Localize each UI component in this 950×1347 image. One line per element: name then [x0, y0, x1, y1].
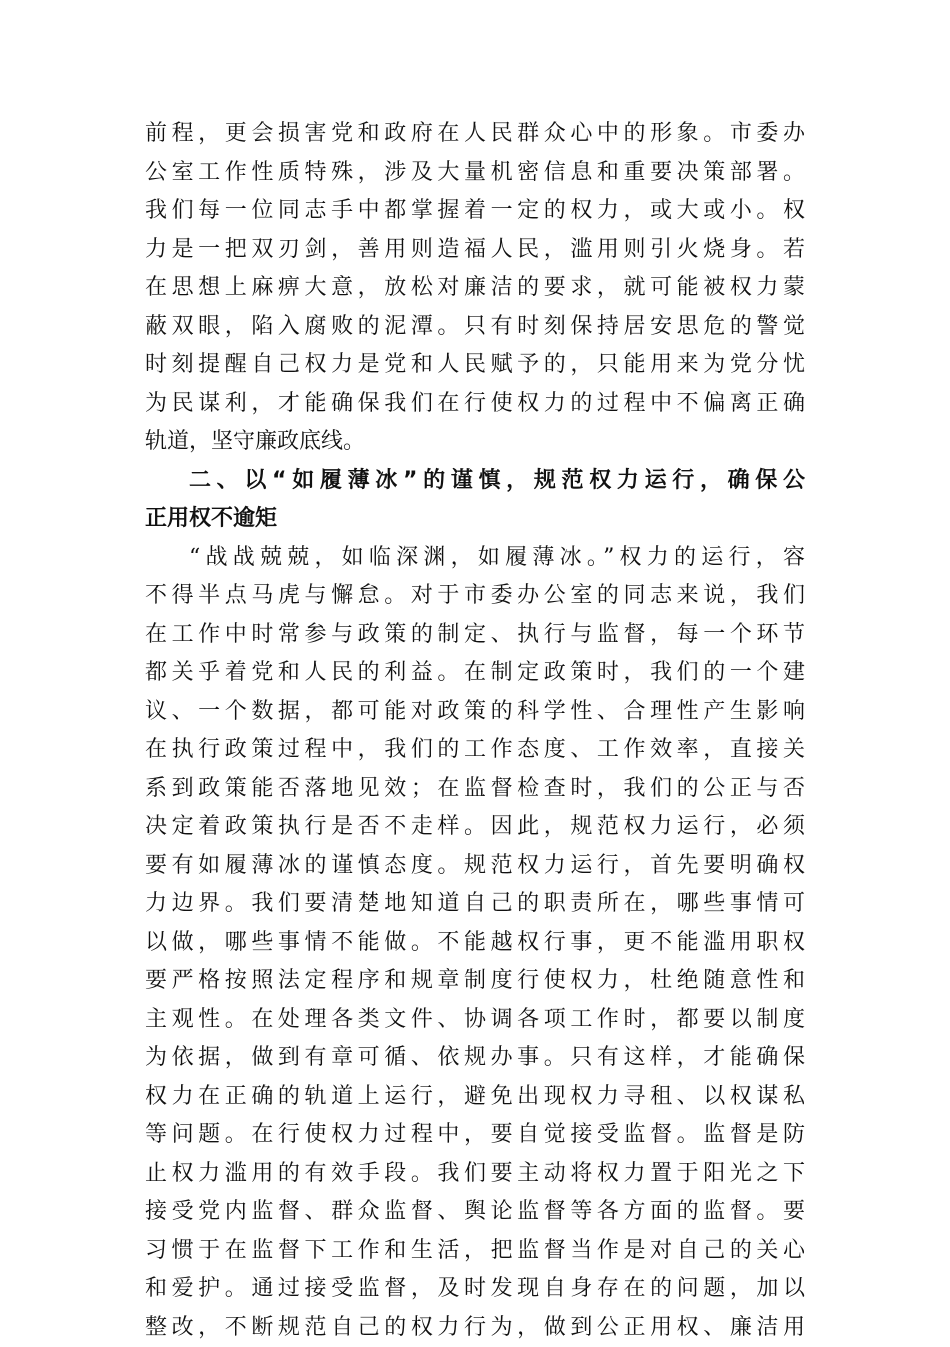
text-line: 在执行政策过程中，我们的工作态度、工作效率，直接关 — [145, 731, 805, 770]
text-line: 力是一把双刃剑，善用则造福人民，滥用则引火烧身。若 — [145, 231, 805, 270]
text-line: 以做，哪些事情不能做。不能越权行事，更不能滥用职权 — [145, 924, 805, 963]
paragraph-1 — [145, 115, 805, 462]
text-line: 力边界。我们要清楚地知道自己的职责所在，哪些事情可 — [145, 885, 805, 924]
text-line: 为依据，做到有章可循、依规办事。只有这样，才能确保 — [145, 1039, 805, 1078]
text-line: 决定着政策执行是否不走样。因此，规范权力运行，必须 — [145, 808, 805, 847]
document-page — [145, 115, 805, 1347]
text-line: 前程，更会损害党和政府在人民群众心中的形象。市委办 — [145, 115, 805, 154]
text-line: 议、一个数据，都可能对政策的科学性、合理性产生影响 — [145, 693, 805, 732]
text-line: 等问题。在行使权力过程中，要自觉接受监督。监督是防 — [145, 1116, 805, 1155]
text-line: 和爱护。通过接受监督，及时发现自身存在的问题，加以 — [145, 1270, 805, 1309]
text-line: 时刻提醒自己权力是党和人民赋予的，只能用来为党分忧 — [145, 346, 805, 385]
text-line: “战战兢兢，如临深渊，如履薄冰。”权力的运行，容 — [145, 539, 805, 578]
text-line: 要严格按照法定程序和规章制度行使权力，杜绝随意性和 — [145, 962, 805, 1001]
text-line: 都关乎着党和人民的利益。在制定政策时，我们的一个建 — [145, 654, 805, 693]
text-line: 主观性。在处理各类文件、协调各项工作时，都要以制度 — [145, 1001, 805, 1040]
text-line: 止权力滥用的有效手段。我们要主动将权力置于阳光之下 — [145, 1155, 805, 1194]
heading-line: 正用权不逾矩 — [145, 500, 805, 539]
text-line: 系到政策能否落地见效；在监督检查时，我们的公正与否 — [145, 770, 805, 809]
text-line: 权力在正确的轨道上运行，避免出现权力寻租、以权谋私 — [145, 1078, 805, 1117]
paragraph-2 — [145, 539, 805, 1347]
section-heading — [145, 462, 805, 539]
text-line: 为民谋利，才能确保我们在行使权力的过程中不偏离正确 — [145, 385, 805, 424]
text-line: 要有如履薄冰的谨慎态度。规范权力运行，首先要明确权 — [145, 847, 805, 886]
text-line: 我们每一位同志手中都掌握着一定的权力，或大或小。权 — [145, 192, 805, 231]
text-line: 公室工作性质特殊，涉及大量机密信息和重要决策部署。 — [145, 154, 805, 193]
text-line: 在思想上麻痹大意，放松对廉洁的要求，就可能被权力蒙 — [145, 269, 805, 308]
text-line: 蔽双眼，陷入腐败的泥潭。只有时刻保持居安思危的警觉 — [145, 308, 805, 347]
heading-line: 二、以“如履薄冰”的谨慎，规范权力运行，确保公 — [145, 462, 805, 501]
text-line: 在工作中时常参与政策的制定、执行与监督，每一个环节 — [145, 616, 805, 655]
text-line: 轨道，坚守廉政底线。 — [145, 423, 805, 462]
text-line: 接受党内监督、群众监督、舆论监督等各方面的监督。要 — [145, 1193, 805, 1232]
text-line: 习惯于在监督下工作和生活，把监督当作是对自己的关心 — [145, 1232, 805, 1271]
text-line: 整改，不断规范自己的权力行为，做到公正用权、廉洁用 — [145, 1309, 805, 1347]
text-line: 不得半点马虎与懈怠。对于市委办公室的同志来说，我们 — [145, 577, 805, 616]
